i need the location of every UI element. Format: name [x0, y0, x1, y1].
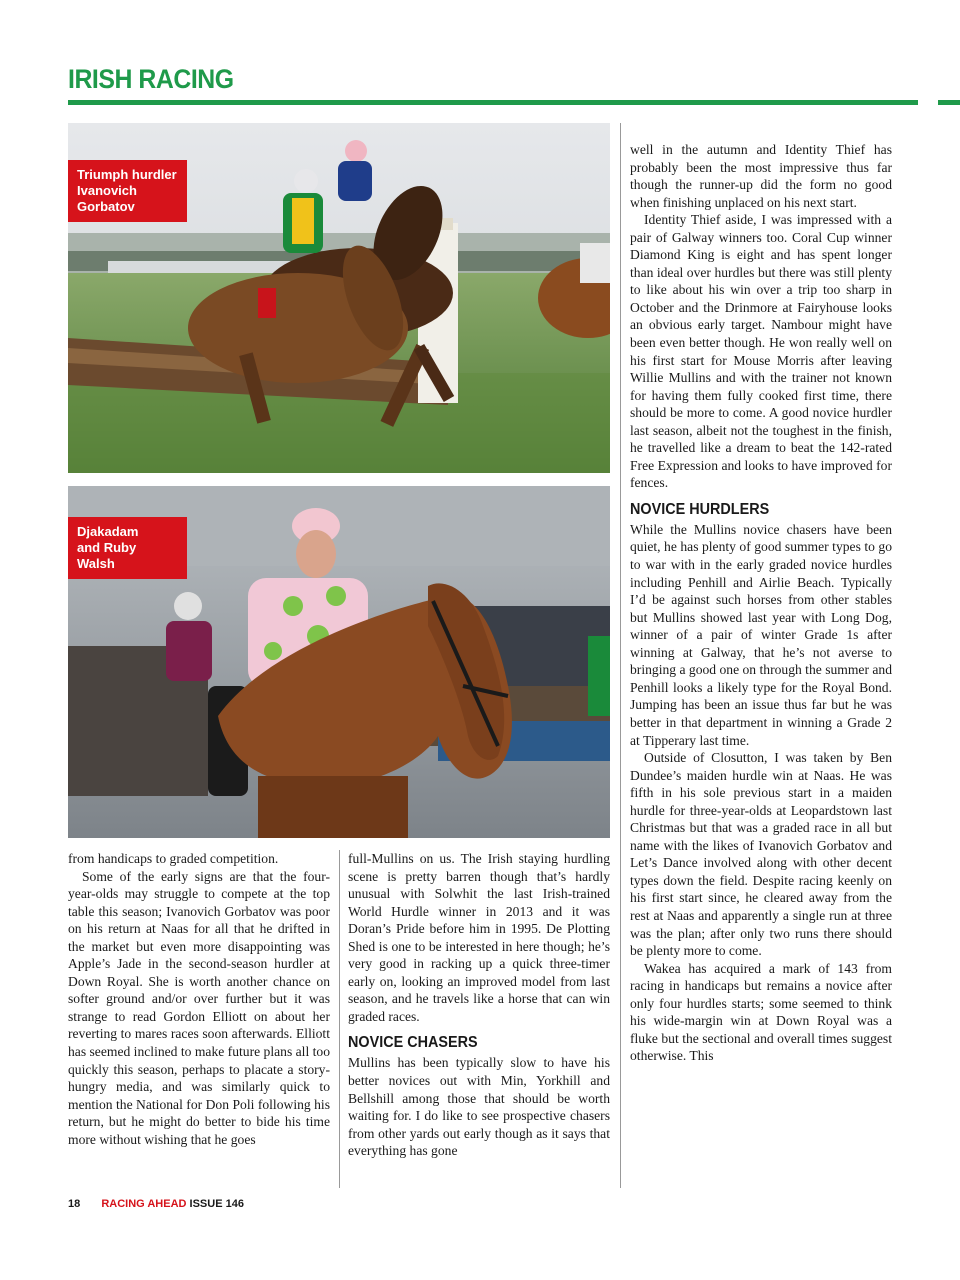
header-rule	[68, 100, 918, 105]
paragraph: full-Mullins on us. The Irish staying hurdling scene is pretty barren though that’s hardly unusual with Solwhit the last Irish-trained World Hurdle winner in 2013 and it was Doran’s Pride before him in 1995. De Plotting Shed is one to be interested in here though; he’s very good in racking up a quick three-timer early on, looking an improved model from last season, and he travels like a horse that can win graded races.	[348, 851, 610, 1024]
paragraph: Mullins has been typically slow to have his better novices out with Min, Yorkhill and Bellshill among those that should be worth waiting for. I do like to see prospective chasers from other yards out early though as it says that everything has gone	[348, 1055, 610, 1159]
caption-line: and Ruby	[77, 540, 137, 555]
header-rule-tab	[938, 100, 960, 105]
subheading-novice-hurdlers: NOVICE HURDLERS	[630, 500, 770, 518]
caption-line: Djakadam	[77, 524, 139, 539]
paragraph: well in the autumn and Identity Thief has probably been the most impressive thus far though the runner-up did the form no good when finishing unplaced on his next start.	[630, 142, 892, 210]
column-1	[68, 850, 330, 1148]
page-footer	[68, 1198, 244, 1210]
column-divider	[620, 123, 621, 1188]
column-3	[630, 141, 892, 1065]
caption-line: Walsh	[77, 556, 115, 571]
paragraph: Wakea has acquired a mark of 143 from racing in handicaps but remains a novice after only four hurdles starts; some seemed to think his wide-margin win at Down Royal was a fluke but the sectional and overall times suggest otherwise. This	[630, 960, 892, 1064]
subheading-novice-chasers: NOVICE CHASERS	[348, 1034, 478, 1052]
page-number: 18	[68, 1198, 81, 1210]
paragraph: Identity Thief aside, I was impressed with a pair of Galway winners too. Coral Cup winner Diamond King is eight and has spent longer than ideal over hurdles but there was still plenty to like about his win over a trip too sharp in October and the Drinmore at Fairyhouse looks an obvious early target. Nambour might have been even better though. He won really well on his first start for Mouse Morris after leaving Willie Mullins and with the trainer not known for having them fully cooked first time, there should be more to come. A good novice hurdler last season, albeit not the toughest in the finish, he travelled like a dream to beat the 142-rated Free Expression and looks to have improved for fences.	[630, 212, 892, 491]
caption-photo-2	[68, 517, 187, 579]
caption-line: Ivanovich	[77, 183, 137, 198]
column-divider	[339, 850, 340, 1188]
paragraph: Outside of Closutton, I was taken by Ben Dundee’s maiden hurdle win at Naas. He was fifth in his sole previous start in a maiden hurdle for three-year-olds at Leopardstown last Christmas but that was a graded race in all but name with the likes of Ivanovich Gorbatov and Let’s Dance involved along with other decent types down the field. Despite racing keenly on his first start since, he cleared away from the rest at Naas and apparently a single run at three was the plan; after only two runs there should be plenty more to come.	[630, 750, 892, 959]
paragraph: Some of the early signs are that the four-year-olds may struggle to compete at the top table this season; Ivanovich Gorbatov was poor on his return at Naas for all that he drifted in the market but even more disappointing was Apple’s Jade in the second-season hurdler at Down Royal. She is worth another chance on softer ground and/or over further but it was strange to read Gordon Elliott on about her reverting to mares races soon afterwards. Elliott has seemed inclined to make future plans all too quickly this season, perhaps to placate a story-hungry media, and was similarly quick to mention the National for Don Poli following his return, but he might do better to bide his time more without wishing that he goes	[68, 868, 330, 1147]
paragraph: from handicaps to graded competition.	[68, 851, 279, 866]
caption-line: Triumph hurdler	[77, 167, 177, 182]
caption-photo-1	[68, 160, 187, 222]
column-2	[348, 850, 610, 1160]
magazine-name: RACING AHEAD	[101, 1198, 187, 1210]
caption-line: Gorbatov	[77, 199, 135, 214]
issue-number: ISSUE 146	[189, 1198, 244, 1210]
paragraph: While the Mullins novice chasers have been quiet, he has plenty of good summer types to go to war with in the early graded novice hurdles including Penhill and Airlie Beach. Typically I’d be against such horses from other stables but Mullins showed last year with Long Dog, winner of a pair of winter Grade 1s after winning at Galway, that he’s not averse to bringing a good one on through the summer and Penhill looks a likely type for the Royal Bond. Jumping has been an issue thus far but he was better in that department in winning a Grade 2 at Tipperary last time.	[630, 521, 893, 748]
section-title: IRISH RACING	[68, 64, 234, 94]
